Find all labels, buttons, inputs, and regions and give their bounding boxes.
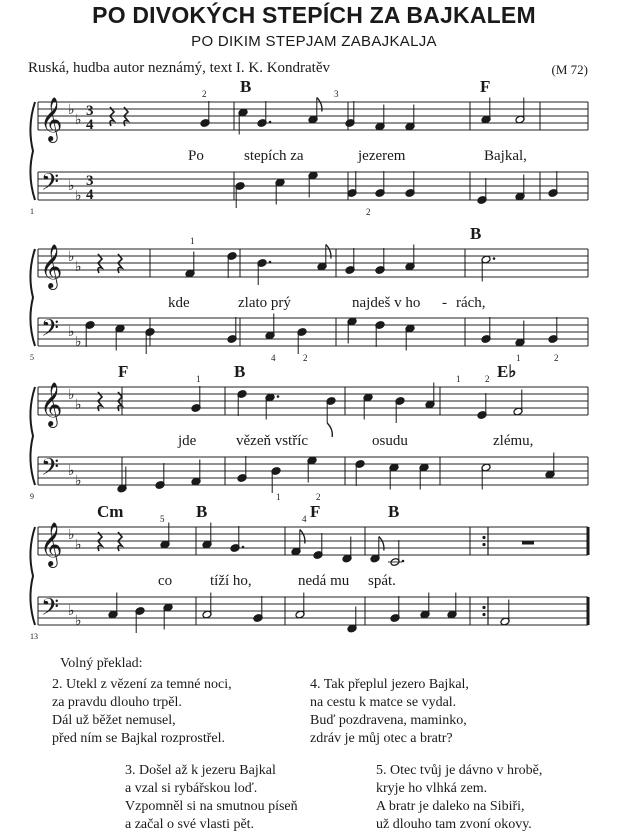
key-flat-icon: ♭ [75, 537, 82, 553]
verse-line: 2. Utekl z vězení za temné noci, [52, 677, 232, 692]
lyric-syllable: stepích za [244, 148, 304, 164]
key-flat-icon: ♭ [68, 527, 75, 543]
verse-line: Buď pozdravena, maminko, [310, 713, 467, 728]
system-brace [30, 102, 35, 200]
key-flat-icon: ♭ [68, 324, 75, 340]
fingering-number: 2 [485, 374, 490, 384]
fingering-number: 2 [366, 207, 371, 217]
key-flat-icon: ♭ [75, 473, 82, 489]
bass-clef-icon: 𝄢 [41, 168, 60, 201]
lyric-syllable: vězeň vstříc [236, 433, 309, 449]
verse-line: 5. Otec tvůj je dávno v hrobě, [376, 763, 543, 778]
time-signature-bottom: 4 [86, 117, 94, 133]
treble-clef-icon: 𝄞 [40, 382, 63, 426]
repeat-dot [482, 606, 485, 609]
bass-clef-icon: 𝄢 [41, 453, 60, 486]
lyric-syllable: osudu [372, 433, 408, 449]
time-signature-top: 3 [86, 103, 94, 119]
verse-4 [310, 676, 469, 748]
system-brace [30, 249, 35, 346]
fingering-number: 3 [334, 89, 339, 99]
key-flat-icon: ♭ [68, 178, 75, 194]
lyric-syllable: najdeš v ho [352, 295, 421, 311]
catalog-number: (M 72) [551, 62, 588, 77]
verse-line: před ním se Bajkal rozprostřel. [52, 731, 226, 746]
lyric-syllable: rách, [456, 295, 486, 311]
chord-symbol: B [196, 502, 208, 521]
fingering-number: 2 [303, 353, 308, 363]
song-title: PO DIVOKÝCH STEPÍCH ZA BAJKALEM [92, 2, 536, 28]
verse-line: a začal o své vlasti pět. [125, 817, 255, 832]
chord-symbol: Cm [97, 502, 124, 521]
note-dot [493, 257, 496, 260]
note-dot [269, 261, 272, 264]
song-subtitle: PO DIKIM STEPJAM ZABAJKALJA [191, 33, 437, 50]
key-flat-icon: ♭ [75, 259, 82, 275]
lyric-syllable: kde [168, 295, 190, 311]
treble-staff [38, 387, 588, 415]
fingering-number: 2 [202, 89, 207, 99]
lyric-syllable: Bajkal, [484, 148, 527, 164]
verse-line: 3. Došel až k jezeru Bajkal [125, 763, 276, 778]
note-dot [242, 546, 245, 549]
verse-line: už dlouho tam zvoní okovy. [376, 817, 532, 832]
repeat-dot [482, 543, 485, 546]
fingering-number: 4 [302, 514, 307, 524]
bass-clef-icon: 𝄢 [41, 314, 60, 347]
system-brace [30, 387, 35, 485]
bass-clef-icon: 𝄢 [41, 593, 60, 626]
verse-line: za pravdu dlouho trpěl. [52, 695, 182, 710]
verse-line: a vzal si rybářskou loď. [125, 781, 258, 796]
treble-clef-icon: 𝄞 [40, 522, 63, 566]
fingering-number: 1 [196, 374, 201, 384]
measure-number: 13 [30, 632, 38, 641]
treble-staff [38, 249, 588, 277]
treble-clef-icon: 𝄞 [40, 244, 63, 288]
lyric-syllable: jezerem [358, 148, 406, 164]
song-attribution: Ruská, hudba autor neznámý, text I. K. Kondratěv [28, 60, 330, 76]
system-brace [30, 527, 35, 625]
lyric-syllable: tíží ho, [210, 573, 252, 589]
fingering-number: 1 [456, 374, 461, 384]
verse-5 [376, 762, 542, 834]
key-flat-icon: ♭ [68, 249, 75, 265]
verse-line: zdráv je můj otec a bratr? [310, 731, 453, 746]
measure-number: 5 [30, 353, 34, 362]
repeat-dot [482, 613, 485, 616]
fingering-number: 2 [316, 492, 321, 502]
lyric-syllable: Po [188, 148, 204, 164]
lyric-syllable: zlato prý [238, 295, 291, 311]
key-flat-icon: ♭ [68, 603, 75, 619]
time-signature-top: 3 [86, 173, 94, 189]
lyric-syllable: spát. [368, 573, 396, 589]
note-dot [402, 560, 405, 563]
key-flat-icon: ♭ [75, 397, 82, 413]
key-flat-icon: ♭ [75, 613, 82, 629]
lyric-syllable: co [158, 573, 173, 589]
lyric-syllable: - [442, 295, 447, 311]
translation-heading: Volný překlad: [60, 656, 143, 671]
note-dot [277, 395, 280, 398]
verse-line: Vzpomněl si na smutnou píseň [125, 799, 298, 814]
chord-symbol: F [480, 77, 491, 96]
key-flat-icon: ♭ [75, 188, 82, 204]
key-flat-icon: ♭ [68, 387, 75, 403]
measure-number: 9 [30, 492, 34, 501]
chord-symbol: F [118, 362, 129, 381]
verse-3 [125, 762, 298, 834]
key-flat-icon: ♭ [75, 112, 82, 128]
chord-symbol: B [240, 77, 252, 96]
fingering-number: 5 [160, 514, 165, 524]
fingering-number: 2 [554, 353, 559, 363]
verse-line: Dál už běžet nemusel, [52, 713, 176, 728]
verse-line: na cestu k matce se vydal. [310, 695, 457, 710]
fingering-number: 1 [190, 236, 195, 246]
fingering-number: 1 [516, 353, 521, 363]
chord-symbol: E♭ [497, 362, 517, 381]
note-dot [269, 121, 272, 124]
lyric-syllable: zlému, [493, 433, 534, 449]
verse-line: kryje ho vlhká zem. [376, 781, 488, 796]
treble-clef-icon: 𝄞 [40, 97, 63, 141]
chord-symbol: B [470, 224, 482, 243]
chord-symbol: B [234, 362, 246, 381]
fingering-number: 1 [276, 492, 281, 502]
note-flag [327, 423, 332, 437]
treble-staff [38, 527, 588, 555]
time-signature-bottom: 4 [86, 187, 94, 203]
lyric-syllable: nedá mu [298, 573, 350, 589]
chord-symbol: B [388, 502, 400, 521]
key-flat-icon: ♭ [75, 334, 82, 350]
fingering-number: 4 [271, 353, 276, 363]
whole-rest [522, 541, 534, 545]
repeat-dot [482, 536, 485, 539]
key-flat-icon: ♭ [68, 463, 75, 479]
chord-symbol: F [310, 502, 321, 521]
measure-number: 1 [30, 207, 34, 216]
verse-2 [52, 676, 232, 748]
lyric-syllable: jde [178, 433, 197, 449]
verse-line: A bratr je daleko na Sibiři, [376, 799, 525, 814]
key-flat-icon: ♭ [68, 102, 75, 118]
verse-line: 4. Tak přeplul jezero Bajkal, [310, 677, 469, 692]
